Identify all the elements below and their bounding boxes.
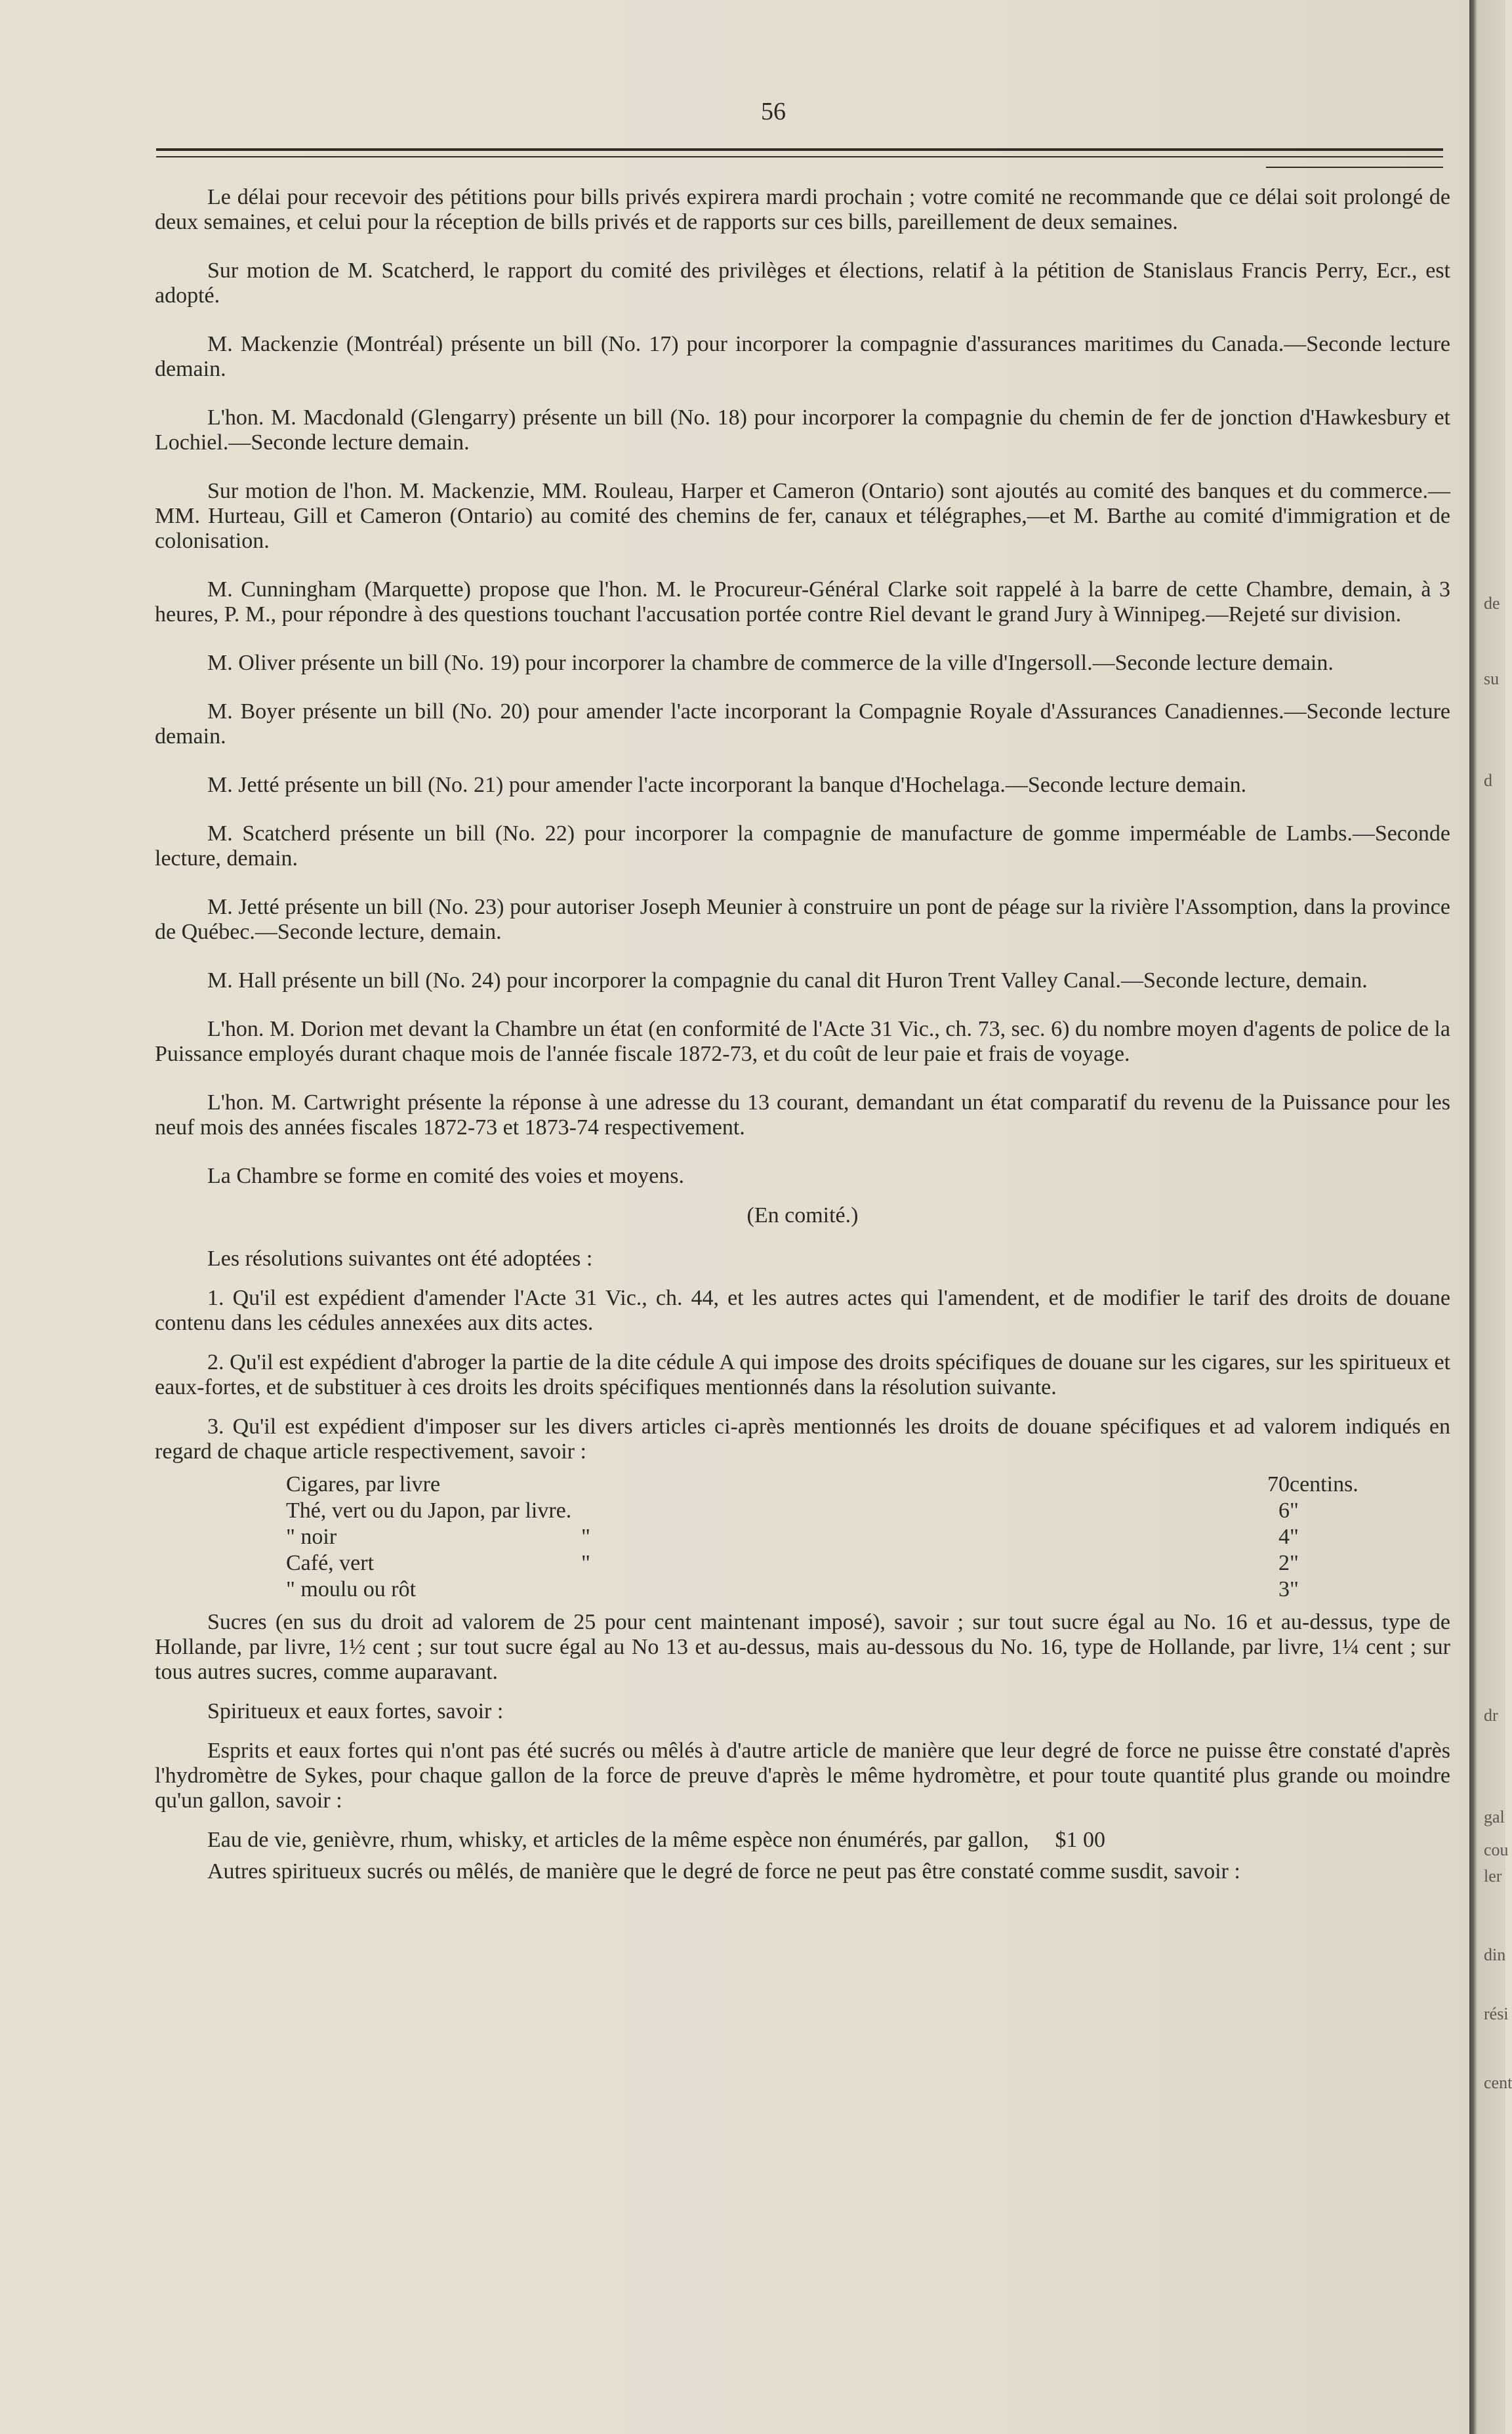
rate-unit: " — [1290, 1498, 1299, 1523]
rate-value: 4 — [1278, 1525, 1290, 1549]
rate-ditto: " — [581, 1551, 590, 1575]
edge-fragment: de — [1484, 594, 1500, 613]
rate-unit: " — [1290, 1551, 1299, 1575]
rate-unit: " — [1290, 1577, 1299, 1601]
rate-unit: centins. — [1290, 1472, 1359, 1496]
rate-ditto — [581, 1498, 1237, 1525]
table-row — [286, 1525, 1359, 1551]
paragraph: L'hon. M. Dorion met devant la Chambre un état (en conformité de l'Acte 31 Vic., ch. 73, sec. 6) du nombre moyen d'agents de police de la Puissance employés durant chaque mois de l'année fiscale 1872-73, et du coût de leur paie et frais de voyage. — [155, 1017, 1450, 1066]
rate-value: 3 — [1278, 1577, 1290, 1601]
table-row — [286, 1498, 1359, 1525]
page-number: 56 — [761, 98, 786, 125]
edge-fragment: dr — [1484, 1706, 1498, 1725]
paragraph: M. Cunningham (Marquette) propose que l'hon. M. le Procureur-Général Clarke soit rappelé à la barre de cette Chambre, demain, à 3 heures, P. M., pour répondre à des questions touchant l'accusation portée contre Riel devant le grand Jury à Winnipeg.—Rejeté sur division. — [155, 577, 1450, 627]
brandy-price: $1 00 — [1055, 1828, 1105, 1852]
rate-value: 2 — [1278, 1551, 1290, 1575]
rate-item: Café, vert — [286, 1551, 375, 1575]
header-rule-short — [1266, 167, 1443, 168]
resolution: 1. Qu'il est expédient d'amender l'Acte 31 Vic., ch. 44, et les autres actes qui l'amendent, et de modifier le tarif des droits de douane contenu dans les cédules annexées aux dits actes. — [155, 1286, 1450, 1335]
paragraph: M. Jetté présente un bill (No. 21) pour amender l'acte incorporant la banque d'Hochelaga.—Seconde lecture demain. — [207, 773, 1247, 797]
paragraph: M. Boyer présente un bill (No. 20) pour amender l'acte incorporant la Compagnie Royale d'Assurances Canadiennes.—Seconde lecture demain. — [155, 699, 1450, 749]
rate-unit: " — [1290, 1525, 1299, 1549]
rate-value: 70 — [1267, 1472, 1290, 1496]
duty-rates-table — [286, 1472, 1359, 1603]
edge-fragment: cent — [1484, 2073, 1512, 2092]
paragraph: M. Scatcherd présente un bill (No. 22) pour incorporer la compagnie de manufacture de gomme imperméable de Lambs.—Seconde lecture, demain. — [155, 821, 1450, 871]
sugar-paragraph: Sucres (en sus du droit ad valorem de 25 pour cent maintenant imposé), savoir ; sur tout sucre égal au No. 16 et au-dessus, type de Hollande, par livre, 1½ cent ; sur tout sucre égal au No 13 et au-dessus, mais au-dessous du No. 16, type de Hollande, par livre, 1¼ cent ; sur tous autres sucres, comme auparavant. — [155, 1610, 1450, 1684]
rate-item: " moulu ou rôt — [286, 1577, 417, 1601]
rate-item: " noir — [286, 1525, 337, 1549]
binding-edge — [1469, 0, 1505, 2434]
resolution: 3. Qu'il est expédient d'imposer sur les divers articles ci-après mentionnés les droits de douane spécifiques et ad valorem indiqués en regard de chaque article respectivement, savoir : — [155, 1414, 1450, 1464]
edge-fragment: cou — [1484, 1840, 1509, 1859]
paragraph: Sur motion de M. Scatcherd, le rapport du comité des privilèges et élections, relatif à la pétition de Stanislaus Francis Perry, Ecr., est adopté. — [155, 258, 1450, 308]
edge-fragment: gal — [1484, 1807, 1505, 1826]
other-spirits-paragraph: Autres spiritueux sucrés ou mêlés, de manière que le degré de force ne peut pas être constaté comme susdit, savoir : — [207, 1859, 1240, 1884]
paragraph: La Chambre se forme en comité des voies et moyens. — [207, 1164, 684, 1188]
paragraph: Le délai pour recevoir des pétitions pour bills privés expirera mardi prochain ; votre comité ne recommande que ce délai soit prolongé de deux semaines, et celui pour la réception de bills privés et de rapports sur ces bills, pareillement de deux semaines. — [155, 185, 1450, 234]
table-row — [286, 1472, 1359, 1498]
rate-ditto — [581, 1577, 1237, 1603]
page-content — [155, 185, 1450, 1899]
spirits-paragraph: Esprits et eaux fortes qui n'ont pas été sucrés ou mêlés à d'autre article de manière que leur degré de force ne puisse être constaté d'après l'hydromètre de Sykes, pour chaque gallon de la force de preuve d'après le même hydromètre, et pour toute quantité plus grande ou moindre qu'un gallon, savoir : — [155, 1739, 1450, 1813]
brandy-line — [155, 1828, 1450, 1853]
rate-item: Thé, vert ou du Japon, par livre. — [286, 1498, 572, 1523]
edge-fragment: ler — [1484, 1867, 1502, 1886]
spirits-intro: Spiritueux et eaux fortes, savoir : — [207, 1699, 504, 1723]
brandy-text: Eau de vie, genièvre, rhum, whisky, et articles de la même espèce non énumérés, par gallon, — [207, 1828, 1029, 1852]
rate-ditto: " — [581, 1525, 590, 1549]
header-rule — [156, 148, 1443, 151]
edge-fragment: d — [1484, 771, 1492, 790]
rate-value: 6 — [1278, 1498, 1290, 1523]
header-rule-thin — [156, 156, 1443, 157]
paragraph: M. Jetté présente un bill (No. 23) pour autoriser Joseph Meunier à construire un pont de péage sur la rivière l'Assomption, dans la province de Québec.—Seconde lecture, demain. — [155, 895, 1450, 944]
paragraph: M. Mackenzie (Montréal) présente un bill (No. 17) pour incorporer la compagnie d'assurances maritimes du Canada.—Seconde lecture demain. — [155, 332, 1450, 381]
paragraph: Sur motion de l'hon. M. Mackenzie, MM. Rouleau, Harper et Cameron (Ontario) sont ajoutés au comité des banques et du commerce.—MM. Hurteau, Gill et Cameron (Ontario) au comité des chemins de fer, canaux et télégraphes,—et M. Barthe au comité d'immigration et de colonisation. — [155, 479, 1450, 553]
edge-fragment: rési — [1484, 2004, 1509, 2023]
rate-item: Cigares, par livre — [286, 1472, 441, 1496]
paragraph: L'hon. M. Macdonald (Glengarry) présente un bill (No. 18) pour incorporer la compagnie du chemin de fer de jonction d'Hawkesbury et Lochiel.—Seconde lecture demain. — [155, 405, 1450, 455]
edge-fragment: din — [1484, 1945, 1506, 1964]
committee-heading: (En comité.) — [746, 1203, 859, 1227]
edge-fragment: su — [1484, 669, 1500, 688]
paragraph: L'hon. M. Cartwright présente la réponse à une adresse du 13 courant, demandant un état comparatif du revenu de la Puissance pour les neuf mois des années fiscales 1872-73 et 1873-74 respectivement. — [155, 1090, 1450, 1140]
resolution: 2. Qu'il est expédient d'abroger la partie de la dite cédule A qui impose des droits spécifiques de douane sur les cigares, sur les spiritueux et eaux-fortes, et de substituer à ces droits les droits spécifiques mentionnés dans la résolution suivante. — [155, 1350, 1450, 1399]
table-row — [286, 1551, 1359, 1577]
table-row — [286, 1577, 1359, 1603]
paragraph: M. Oliver présente un bill (No. 19) pour incorporer la chambre de commerce de la ville d'Ingersoll.—Seconde lecture demain. — [207, 651, 1334, 675]
paragraph: M. Hall présente un bill (No. 24) pour incorporer la compagnie du canal dit Huron Trent Valley Canal.—Seconde lecture, demain. — [207, 968, 1368, 993]
resolutions-intro: Les résolutions suivantes ont été adoptées : — [207, 1247, 593, 1271]
rate-ditto — [581, 1472, 1237, 1498]
